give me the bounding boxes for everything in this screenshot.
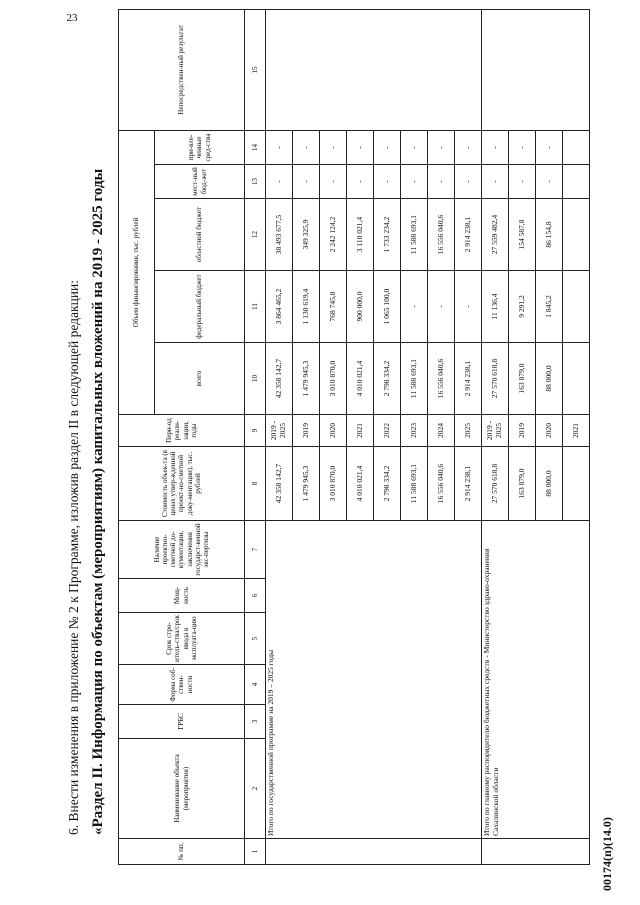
extra-cell: - bbox=[347, 130, 374, 164]
total-cell: 2 798 334,2 bbox=[374, 343, 401, 415]
extra-cell: - bbox=[536, 130, 563, 164]
regional-cell bbox=[563, 199, 590, 271]
period-cell: 2019 bbox=[509, 415, 536, 447]
header-name: Наименование объекта (мероприятия) bbox=[119, 739, 245, 839]
table-row bbox=[482, 9, 509, 864]
regional-cell: 11 588 693,1 bbox=[401, 199, 428, 271]
header-capacity: Мощ-ность bbox=[119, 579, 245, 613]
regional-cell: 27 559 482,4 bbox=[482, 199, 509, 271]
col-number: 8 bbox=[245, 447, 266, 521]
intro-text: 6. Внести изменения в приложение № 2 к Программе, изложив раздел II в следующей редакции: bbox=[66, 280, 81, 835]
extra-cell: - bbox=[320, 130, 347, 164]
cost-cell: 88 000,0 bbox=[536, 447, 563, 521]
federal-cell: 11 136,4 bbox=[482, 271, 509, 343]
federal-cell: - bbox=[455, 271, 482, 343]
regional-cell: 86 154,8 bbox=[536, 199, 563, 271]
section-1-label: Итого по государственной программе на 2019 – 2025 годы bbox=[266, 521, 482, 839]
header-regional: областной бюджет bbox=[155, 199, 245, 271]
regional-cell: 1 733 234,2 bbox=[374, 199, 401, 271]
period-cell: 2022 bbox=[374, 415, 401, 447]
extra-cell: - bbox=[428, 130, 455, 164]
extra-cell: - bbox=[509, 130, 536, 164]
header-docs: Наличие проектно-сметной до-кументации, заключения государст-венной экс-пертизы bbox=[119, 521, 245, 579]
section-2-label: Итого по главному распорядителю бюджетных средств - Министерство здраво-охранения Сахалинской области bbox=[482, 521, 590, 839]
col-number: 4 bbox=[245, 665, 266, 705]
period-cell: 2021 bbox=[563, 415, 590, 447]
col-number: 2 bbox=[245, 739, 266, 839]
section-1-body bbox=[266, 9, 482, 864]
regional-cell: 16 556 040,6 bbox=[428, 199, 455, 271]
total-cell bbox=[563, 343, 590, 415]
extra-cell bbox=[563, 130, 590, 164]
period-cell: 2019 - 2025 bbox=[266, 415, 293, 447]
header-period: Пери-од реали-зации, годы bbox=[119, 415, 245, 447]
regional-cell: 2 914 238,1 bbox=[455, 199, 482, 271]
federal-cell: - bbox=[401, 271, 428, 343]
federal-cell: 9 291,2 bbox=[509, 271, 536, 343]
header-total: всего bbox=[155, 343, 245, 415]
col-number: 11 bbox=[245, 271, 266, 343]
regional-cell: 3 110 021,4 bbox=[347, 199, 374, 271]
local-cell: - bbox=[428, 165, 455, 199]
federal-cell: 3 864 465,2 bbox=[266, 271, 293, 343]
section-heading: «Раздел II. Информация по объектам (мероприятиям) капитальных вложений на 2019 - 2025 годы bbox=[90, 168, 106, 835]
regional-cell: 38 493 677,5 bbox=[266, 199, 293, 271]
col-number: 5 bbox=[245, 613, 266, 665]
local-cell: - bbox=[266, 165, 293, 199]
table-row bbox=[266, 9, 293, 864]
col-number: 10 bbox=[245, 343, 266, 415]
period-cell: 2020 bbox=[536, 415, 563, 447]
cost-cell: 27 570 618,8 bbox=[482, 447, 509, 521]
header-cost: Стоимость объек-та (в ценах утвер-жденной проект-но-сметной доку-ментации), тыс. рублей bbox=[119, 447, 245, 521]
document-id: 00174(п)(14.0) bbox=[600, 817, 614, 891]
total-cell: 27 570 618,8 bbox=[482, 343, 509, 415]
col-number: 1 bbox=[245, 839, 266, 865]
header-form: Форма соб-ствен-ности bbox=[119, 665, 245, 705]
total-cell: 4 010 021,4 bbox=[347, 343, 374, 415]
local-cell: - bbox=[482, 165, 509, 199]
extra-cell: - bbox=[482, 130, 509, 164]
total-cell: 1 479 945,3 bbox=[293, 343, 320, 415]
row-num-cell bbox=[266, 839, 482, 865]
extra-cell: - bbox=[401, 130, 428, 164]
cost-cell bbox=[563, 447, 590, 521]
cost-cell: 16 556 040,6 bbox=[428, 447, 455, 521]
extra-cell: - bbox=[455, 130, 482, 164]
cost-cell: 163 879,0 bbox=[509, 447, 536, 521]
header-term: Срок стро-итель-ства/срок ввода в эксплуата-цию bbox=[119, 613, 245, 665]
local-cell bbox=[563, 165, 590, 199]
regional-cell: 154 587,8 bbox=[509, 199, 536, 271]
local-cell: - bbox=[536, 165, 563, 199]
period-cell: 2024 bbox=[428, 415, 455, 447]
federal-cell: 1 130 619,4 bbox=[293, 271, 320, 343]
col-number: 12 bbox=[245, 199, 266, 271]
total-cell: 88 000,0 bbox=[536, 343, 563, 415]
col-number: 7 bbox=[245, 521, 266, 579]
capital-investment-table bbox=[118, 9, 590, 865]
local-cell: - bbox=[293, 165, 320, 199]
local-cell: - bbox=[455, 165, 482, 199]
total-cell: 42 358 142,7 bbox=[266, 343, 293, 415]
extra-cell: - bbox=[266, 130, 293, 164]
federal-cell bbox=[563, 271, 590, 343]
federal-cell: 768 745,8 bbox=[320, 271, 347, 343]
result-cell bbox=[482, 9, 590, 130]
col-number: 9 bbox=[245, 415, 266, 447]
page-number: 23 bbox=[66, 12, 78, 24]
cost-cell: 1 479 945,3 bbox=[293, 447, 320, 521]
header-federal: федеральный бюджет bbox=[155, 271, 245, 343]
period-cell: 2025 bbox=[455, 415, 482, 447]
federal-cell: 1 065 100,0 bbox=[374, 271, 401, 343]
section-2-body bbox=[482, 9, 590, 864]
row-num-cell bbox=[482, 839, 590, 865]
local-cell: - bbox=[509, 165, 536, 199]
cost-cell: 2 798 334,2 bbox=[374, 447, 401, 521]
header-extra: при-вле-ченные сред-ства bbox=[155, 130, 245, 164]
period-cell: 2020 bbox=[320, 415, 347, 447]
federal-cell: - bbox=[428, 271, 455, 343]
result-cell bbox=[266, 9, 482, 130]
cost-cell: 42 358 142,7 bbox=[266, 447, 293, 521]
period-cell: 2023 bbox=[401, 415, 428, 447]
header-num: № пп. bbox=[119, 839, 245, 865]
regional-cell: 349 325,9 bbox=[293, 199, 320, 271]
header-result: Непосредствен-ный результат bbox=[119, 9, 245, 130]
period-cell: 2019 bbox=[293, 415, 320, 447]
cost-cell: 3 010 870,0 bbox=[320, 447, 347, 521]
header-grbs: ГРБС bbox=[119, 705, 245, 739]
header-local: мест-ный бюд-жет bbox=[155, 165, 245, 199]
total-cell: 3 010 870,0 bbox=[320, 343, 347, 415]
cost-cell: 2 914 238,1 bbox=[455, 447, 482, 521]
local-cell: - bbox=[374, 165, 401, 199]
federal-cell: 1 845,2 bbox=[536, 271, 563, 343]
column-number-row bbox=[245, 9, 266, 864]
col-number: 13 bbox=[245, 165, 266, 199]
total-cell: 11 588 693,1 bbox=[401, 343, 428, 415]
local-cell: - bbox=[347, 165, 374, 199]
period-cell: 2021 bbox=[347, 415, 374, 447]
period-cell: 2019 - 2025 bbox=[482, 415, 509, 447]
header-finance: Объем финансирования, тыс. рублей bbox=[119, 130, 155, 414]
local-cell: - bbox=[320, 165, 347, 199]
col-number: 3 bbox=[245, 705, 266, 739]
total-cell: 163 879,0 bbox=[509, 343, 536, 415]
col-number: 6 bbox=[245, 579, 266, 613]
cost-cell: 11 588 693,1 bbox=[401, 447, 428, 521]
extra-cell: - bbox=[293, 130, 320, 164]
extra-cell: - bbox=[374, 130, 401, 164]
total-cell: 16 556 040,6 bbox=[428, 343, 455, 415]
total-cell: 2 914 238,1 bbox=[455, 343, 482, 415]
cost-cell: 4 010 021,4 bbox=[347, 447, 374, 521]
col-number: 15 bbox=[245, 9, 266, 130]
local-cell: - bbox=[401, 165, 428, 199]
federal-cell: 900 000,0 bbox=[347, 271, 374, 343]
col-number: 14 bbox=[245, 130, 266, 164]
regional-cell: 2 242 124,2 bbox=[320, 199, 347, 271]
